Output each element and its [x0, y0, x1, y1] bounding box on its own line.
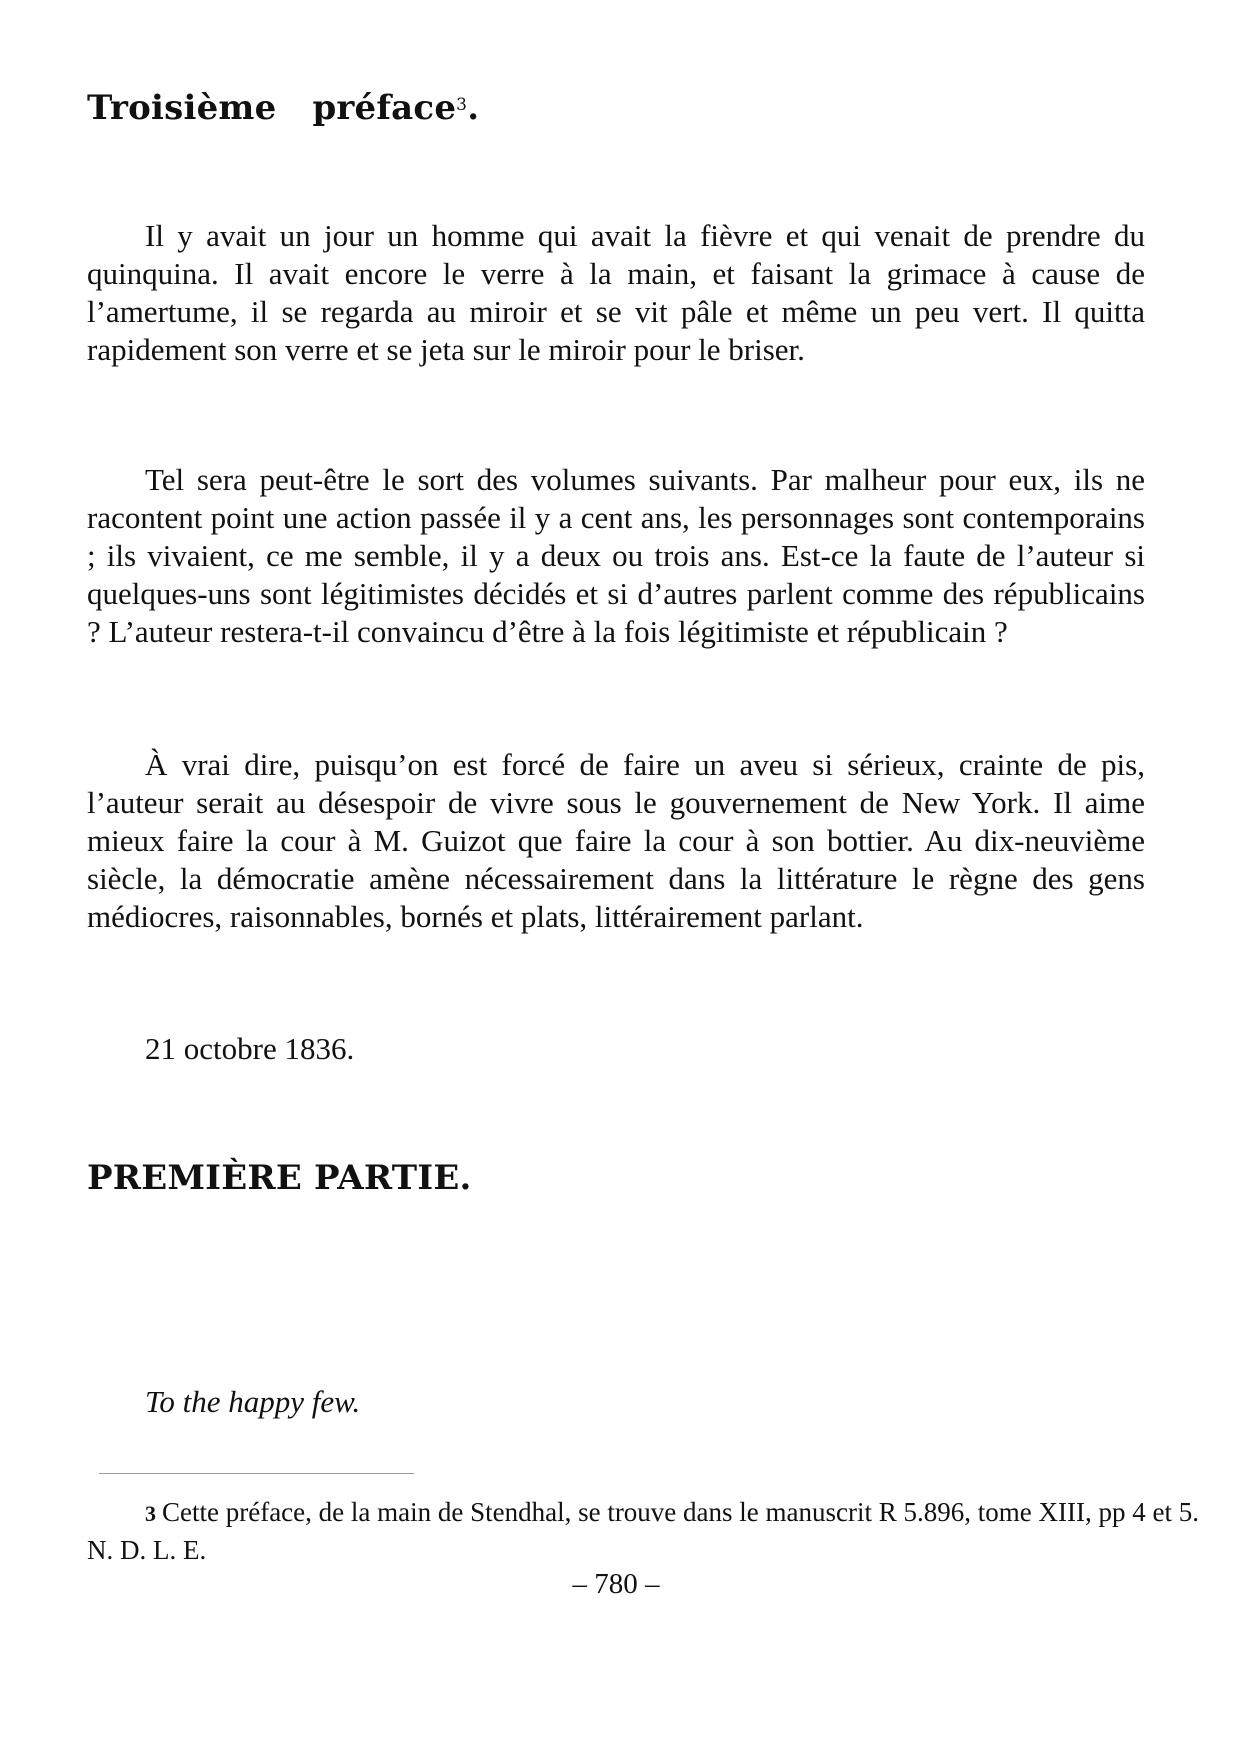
date-line: 21 octobre 1836.: [145, 1031, 355, 1066]
epigraph: To the happy few.: [145, 1384, 361, 1419]
preface-heading-period: .: [467, 88, 480, 128]
page-number: – 780 –: [572, 1568, 660, 1600]
paragraph-confession: À vrai dire, puisqu’on est forcé de faire un aveu si sérieux, crainte de pis, l’auteur serait au désespoir de vivre sous le gouvernement de New York. Il aime mieux faire la cour à M. Guizot que faire la cour à son bottier. Au dix-neuvième siècle, la démocratie amène nécessairement dans la littérature le règne des gens médiocres, raisonnables, bornés et plats, littérairement parlant.: [87, 747, 1145, 934]
footnote-separator: [99, 1473, 414, 1474]
preface-heading-word1: Troisième: [87, 88, 277, 128]
part-heading: PREMIÈRE PARTIE.: [87, 1158, 472, 1198]
footnote-number: 3: [145, 1501, 156, 1526]
paragraph-volumes-fate: Tel sera peut-être le sort des volumes suivants. Par malheur pour eux, ils ne racontent point une action passée il y a cent ans, les personnages sont contemporains ; ils vivaient, ce me semble, il y a deux ou trois ans. Est-ce la faute de l’auteur si quelques-uns sont légitimistes décidés et si d’autres parlent comme des républicains ? L’auteur restera-t-il convaincu d’être à la fois légitimiste et républicain ?: [87, 462, 1145, 649]
footnote-text: Cette préface, de la main de Stendhal, se trouve dans le manuscrit R 5.896, tome XIII, pp 4 et 5. N. D. L. E.: [87, 1497, 1199, 1565]
preface-heading-word2: préface: [312, 88, 457, 128]
footnote: [87, 1494, 1207, 1568]
paragraph-fever-anecdote: Il y avait un jour un homme qui avait la fièvre et qui venait de prendre du quinquina. Il avait encore le verre à la main, et faisant la grimace à cause de l’amertume, il se regarda au miroir et se vit pâle et même un peu vert. Il quitta rapidement son verre et se jeta sur le miroir pour le briser.: [87, 218, 1145, 367]
footnote-reference[interactable]: 3: [456, 95, 468, 115]
preface-heading: [87, 88, 479, 128]
